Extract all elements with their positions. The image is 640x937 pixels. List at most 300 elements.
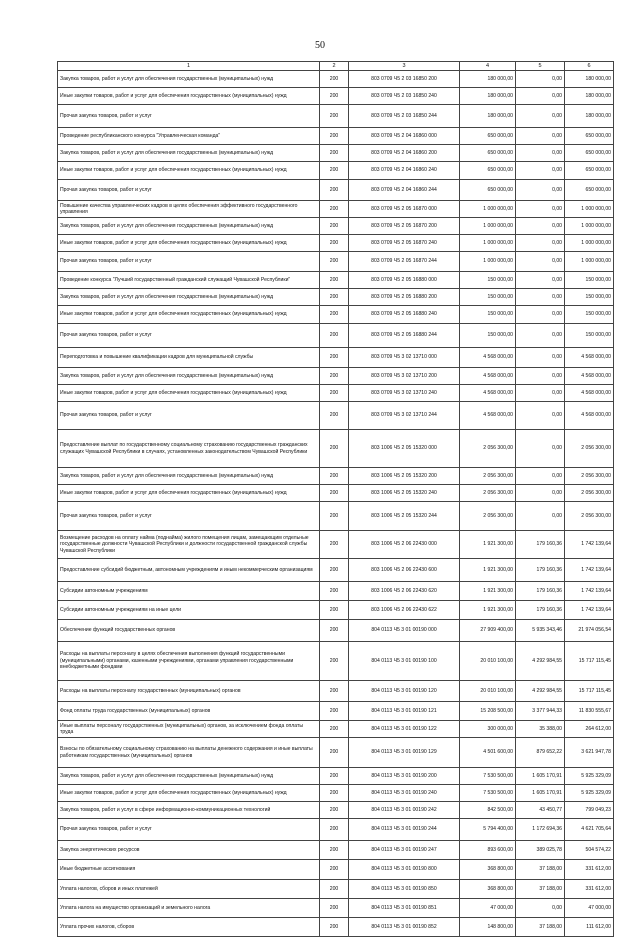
table-row [58,880,614,899]
row-value-6: 21 974 056,54 [565,620,614,642]
table-row [58,201,614,218]
row-name: Закупка товаров, работ и услуг в сфере информационно-коммуникационных технологий [58,802,320,819]
row-value-5: 0,00 [516,348,565,368]
row-kind: 200 [320,785,349,802]
row-value-4: 180 000,00 [460,71,516,88]
row-kind: 200 [320,899,349,918]
table-row [58,721,614,738]
row-value-6: 2 056 300,00 [565,485,614,502]
row-kind: 200 [320,235,349,252]
row-value-6: 4 568 000,00 [565,348,614,368]
row-name: Иные закупки товаров, работ и услуг для обеспечения государственных (муниципальных) нужд [58,485,320,502]
row-code: 804 0113 Ч5 3 01 00190 800 [349,860,460,880]
row-kind: 200 [320,289,349,306]
table-row [58,105,614,128]
row-name: Расходы на выплаты персоналу в целях обеспечения выполнения функций государственными (муниципальными) органами, казенными учреждениями, органами управления государственными внебюджетными фондами [58,642,320,681]
row-kind: 200 [320,559,349,582]
row-value-4: 893 600,00 [460,841,516,860]
row-name: Уплата налогов, сборов и иных платежей [58,880,320,899]
table-row [58,642,614,681]
row-code: 804 0113 Ч5 3 01 00190 200 [349,768,460,785]
row-code: 803 0709 Ч5 2 04 16860 244 [349,180,460,201]
row-value-5: 0,00 [516,289,565,306]
row-kind: 200 [320,702,349,721]
row-name: Прочая закупка товаров, работ и услуг [58,180,320,201]
row-value-5: 0,00 [516,128,565,145]
table-row [58,559,614,582]
row-code: 803 0709 Ч5 2 05 16880 240 [349,306,460,324]
row-value-4: 2 056 300,00 [460,502,516,531]
row-code: 803 0709 Ч5 2 05 16870 000 [349,201,460,218]
row-value-5: 179 160,36 [516,531,565,559]
row-value-5: 0,00 [516,201,565,218]
row-kind: 200 [320,162,349,180]
row-code: 804 0113 Ч5 3 01 00190 000 [349,620,460,642]
row-value-6: 1 000 000,00 [565,218,614,235]
row-name: Закупка товаров, работ и услуг для обеспечения государственных (муниципальных) нужд [58,368,320,385]
row-kind: 200 [320,468,349,485]
row-name: Проведение конкурса "Лучший государственный гражданский служащий Чувашской Республики" [58,272,320,289]
row-value-5: 179 160,36 [516,559,565,582]
row-value-4: 650 000,00 [460,128,516,145]
row-value-4: 650 000,00 [460,180,516,201]
row-value-5: 0,00 [516,368,565,385]
table-row [58,348,614,368]
row-code: 804 0113 Ч5 3 01 00190 120 [349,681,460,702]
row-kind: 200 [320,485,349,502]
row-value-6: 180 000,00 [565,71,614,88]
row-value-6: 4 568 000,00 [565,402,614,430]
column-header: 2 [320,62,349,71]
row-name: Иные закупки товаров, работ и услуг для обеспечения государственных (муниципальных) нужд [58,88,320,105]
row-value-6: 5 925 329,09 [565,785,614,802]
row-value-4: 5 794 400,00 [460,819,516,841]
row-kind: 200 [320,348,349,368]
row-kind: 200 [320,145,349,162]
row-kind: 200 [320,180,349,201]
row-value-5: 0,00 [516,145,565,162]
row-value-4: 650 000,00 [460,145,516,162]
row-name: Закупка товаров, работ и услуг для обеспечения государственных (муниципальных) нужд [58,768,320,785]
row-code: 804 0113 Ч5 3 01 00190 852 [349,918,460,937]
row-value-5: 0,00 [516,430,565,468]
column-header: 4 [460,62,516,71]
row-code: 803 1006 Ч5 2 06 22430 622 [349,601,460,620]
row-value-5: 43 450,77 [516,802,565,819]
row-name: Закупка товаров, работ и услуг для обеспечения государственных (муниципальных) нужд [58,468,320,485]
row-code: 804 0113 Ч5 3 01 00190 121 [349,702,460,721]
row-code: 804 0113 Ч5 3 01 00190 100 [349,642,460,681]
row-code: 803 1006 Ч5 2 05 15320 244 [349,502,460,531]
row-value-6: 1 742 139,64 [565,559,614,582]
row-code: 804 0113 Ч5 3 01 00190 247 [349,841,460,860]
row-value-6: 180 000,00 [565,88,614,105]
row-value-5: 35 388,00 [516,721,565,738]
row-code: 804 0113 Ч5 3 01 00190 850 [349,880,460,899]
row-value-6: 1 000 000,00 [565,201,614,218]
row-kind: 200 [320,531,349,559]
row-code: 803 1006 Ч5 2 06 22430 600 [349,559,460,582]
row-name: Иные выплаты персоналу государственных (муниципальных) органов, за исключением фонда оплаты труда [58,721,320,738]
row-value-5: 4 292 984,55 [516,681,565,702]
row-value-4: 20 010 100,00 [460,681,516,702]
row-value-6: 2 056 300,00 [565,430,614,468]
row-value-4: 1 000 000,00 [460,252,516,272]
row-code: 803 0709 Ч5 2 03 16850 240 [349,88,460,105]
row-kind: 200 [320,918,349,937]
row-name: Субсидии автономным учреждениям [58,582,320,601]
row-value-5: 0,00 [516,71,565,88]
row-value-6: 11 830 555,67 [565,702,614,721]
row-name: Расходы на выплаты персоналу государственных (муниципальных) органов [58,681,320,702]
row-name: Переподготовка и повышение квалификации кадров для муниципальной службы [58,348,320,368]
table-row [58,802,614,819]
table-row [58,738,614,768]
table-row [58,768,614,785]
row-name: Предоставление выплат по государственному социальному страхованию государственных гражданских служащих Чувашской Республики в случаях, установленных законодательством Чувашской Республики [58,430,320,468]
table-row [58,88,614,105]
row-value-5: 37 188,00 [516,860,565,880]
table-row [58,128,614,145]
row-name: Закупка товаров, работ и услуг для обеспечения государственных (муниципальных) нужд [58,218,320,235]
row-name: Субсидии автономным учреждениям на иные цели [58,601,320,620]
row-kind: 200 [320,768,349,785]
table-row [58,71,614,88]
row-value-4: 150 000,00 [460,272,516,289]
row-value-5: 0,00 [516,502,565,531]
row-value-4: 4 568 000,00 [460,402,516,430]
row-code: 803 0709 Ч5 3 02 13710 200 [349,368,460,385]
table-row [58,468,614,485]
row-name: Фонд оплаты труда государственных (муниципальных) органов [58,702,320,721]
table-row [58,582,614,601]
row-kind: 200 [320,88,349,105]
table-row [58,702,614,721]
row-value-5: 0,00 [516,324,565,348]
row-code: 804 0113 Ч5 3 01 00190 244 [349,819,460,841]
row-kind: 200 [320,218,349,235]
row-code: 804 0113 Ч5 3 01 00190 240 [349,785,460,802]
row-code: 803 0709 Ч5 2 05 16870 200 [349,218,460,235]
row-kind: 200 [320,306,349,324]
row-value-6: 2 056 300,00 [565,502,614,531]
row-name: Уплата прочих налогов, сборов [58,918,320,937]
row-value-6: 650 000,00 [565,145,614,162]
row-value-5: 179 160,36 [516,582,565,601]
column-header: 6 [565,62,614,71]
row-value-6: 2 056 300,00 [565,468,614,485]
row-code: 803 0709 Ч5 3 02 13710 240 [349,385,460,402]
row-name: Проведение республиканского конкурса "Управленческая команда" [58,128,320,145]
table-row [58,620,614,642]
table-row [58,235,614,252]
row-kind: 200 [320,582,349,601]
row-value-4: 842 500,00 [460,802,516,819]
row-kind: 200 [320,802,349,819]
row-value-4: 7 530 500,00 [460,785,516,802]
row-value-5: 0,00 [516,162,565,180]
row-code: 804 0113 Ч5 3 01 00190 122 [349,721,460,738]
row-value-4: 1 921 300,00 [460,531,516,559]
row-value-4: 300 000,00 [460,721,516,738]
table-row [58,918,614,937]
row-value-4: 47 000,00 [460,899,516,918]
table-row [58,785,614,802]
table-row [58,502,614,531]
row-code: 804 0113 Ч5 3 01 00190 129 [349,738,460,768]
row-value-5: 1 605 170,91 [516,768,565,785]
row-kind: 200 [320,430,349,468]
row-value-6: 264 612,00 [565,721,614,738]
table-row [58,289,614,306]
row-code: 803 0709 Ч5 2 05 16870 240 [349,235,460,252]
row-value-5: 5 935 343,46 [516,620,565,642]
row-code: 803 0709 Ч5 3 02 13710 244 [349,402,460,430]
row-value-5: 0,00 [516,306,565,324]
row-name: Закупка товаров, работ и услуг для обеспечения государственных (муниципальных) нужд [58,71,320,88]
row-name: Повышение качества управленческих кадров в целях обеспечения эффективного государственного управления [58,201,320,218]
row-code: 803 1006 Ч5 2 05 15320 000 [349,430,460,468]
row-value-6: 1 742 139,64 [565,601,614,620]
row-kind: 200 [320,841,349,860]
row-name: Закупка энергетических ресурсов [58,841,320,860]
row-value-6: 111 612,00 [565,918,614,937]
row-value-6: 150 000,00 [565,324,614,348]
row-value-5: 1 172 694,36 [516,819,565,841]
row-value-5: 0,00 [516,385,565,402]
row-value-6: 650 000,00 [565,162,614,180]
table-row [58,218,614,235]
row-value-4: 150 000,00 [460,289,516,306]
row-value-6: 650 000,00 [565,180,614,201]
row-kind: 200 [320,880,349,899]
row-name: Закупка товаров, работ и услуг для обеспечения государственных (муниципальных) нужд [58,289,320,306]
row-name: Прочая закупка товаров, работ и услуг [58,324,320,348]
row-value-5: 0,00 [516,88,565,105]
row-value-5: 179 160,36 [516,601,565,620]
table-row [58,899,614,918]
table-row [58,819,614,841]
row-value-6: 504 574,22 [565,841,614,860]
row-kind: 200 [320,368,349,385]
row-kind: 200 [320,324,349,348]
row-value-5: 0,00 [516,899,565,918]
row-value-4: 368 800,00 [460,880,516,899]
row-value-4: 1 921 300,00 [460,559,516,582]
row-code: 803 0709 Ч5 2 04 16860 000 [349,128,460,145]
row-name: Иные закупки товаров, работ и услуг для обеспечения государственных (муниципальных) нужд [58,785,320,802]
page-number: 50 [315,40,325,51]
table-row [58,145,614,162]
header-row [58,62,614,71]
row-value-6: 150 000,00 [565,306,614,324]
row-value-6: 331 612,00 [565,860,614,880]
row-code: 803 1006 Ч5 2 06 22430 620 [349,582,460,601]
row-code: 804 0113 Ч5 3 01 00190 851 [349,899,460,918]
row-name: Взносы по обязательному социальному страхованию на выплаты денежного содержания и иные выплаты работникам государственных (муниципальных) органов [58,738,320,768]
row-value-5: 0,00 [516,402,565,430]
row-value-6: 1 000 000,00 [565,252,614,272]
row-kind: 200 [320,681,349,702]
row-kind: 200 [320,738,349,768]
row-value-5: 1 605 170,91 [516,785,565,802]
row-value-4: 650 000,00 [460,162,516,180]
row-code: 803 0709 Ч5 2 05 16880 244 [349,324,460,348]
table-row [58,841,614,860]
row-code: 803 0709 Ч5 2 03 16850 244 [349,105,460,128]
row-name: Прочая закупка товаров, работ и услуг [58,402,320,430]
row-kind: 200 [320,819,349,841]
row-value-4: 2 056 300,00 [460,468,516,485]
table-row [58,306,614,324]
row-kind: 200 [320,502,349,531]
row-value-5: 0,00 [516,272,565,289]
row-name: Прочая закупка товаров, работ и услуг [58,105,320,128]
budget-table [57,61,614,937]
row-value-6: 5 925 329,09 [565,768,614,785]
row-name: Возмещение расходов на оплату найма (поднайма) жилого помещения лицам, замещающим отдельные государственные должности Чувашской Республики и должности государственной гражданской службы Чувашской Республики [58,531,320,559]
row-value-4: 180 000,00 [460,88,516,105]
row-code: 804 0113 Ч5 3 01 00190 242 [349,802,460,819]
row-name: Предоставление субсидий бюджетным, автономным учреждениям и иным некоммерческим организациям [58,559,320,582]
row-value-5: 0,00 [516,235,565,252]
row-kind: 200 [320,620,349,642]
row-value-4: 2 056 300,00 [460,430,516,468]
row-value-4: 150 000,00 [460,324,516,348]
row-name: Прочая закупка товаров, работ и услуг [58,252,320,272]
row-name: Прочая закупка товаров, работ и услуг [58,502,320,531]
row-kind: 200 [320,201,349,218]
row-value-5: 3 377 944,33 [516,702,565,721]
row-value-6: 180 000,00 [565,105,614,128]
row-kind: 200 [320,71,349,88]
table-row [58,324,614,348]
table-row [58,162,614,180]
row-value-5: 0,00 [516,218,565,235]
row-kind: 200 [320,860,349,880]
row-name: Иные закупки товаров, работ и услуг для обеспечения государственных (муниципальных) нужд [58,306,320,324]
row-name: Обеспечение функций государственных органов [58,620,320,642]
table-row [58,368,614,385]
row-value-6: 799 049,23 [565,802,614,819]
row-value-4: 1 921 300,00 [460,582,516,601]
row-value-6: 4 621 705,64 [565,819,614,841]
row-value-5: 0,00 [516,485,565,502]
row-value-4: 4 568 000,00 [460,385,516,402]
row-kind: 200 [320,105,349,128]
row-code: 803 0709 Ч5 3 02 13710 000 [349,348,460,368]
table-row [58,385,614,402]
row-value-4: 180 000,00 [460,105,516,128]
row-kind: 200 [320,721,349,738]
row-value-4: 148 800,00 [460,918,516,937]
row-value-5: 389 025,78 [516,841,565,860]
row-kind: 200 [320,601,349,620]
row-code: 803 0709 Ч5 2 04 16860 240 [349,162,460,180]
row-code: 803 1006 Ч5 2 05 15320 240 [349,485,460,502]
row-kind: 200 [320,642,349,681]
row-code: 803 0709 Ч5 2 05 16880 000 [349,272,460,289]
column-header: 5 [516,62,565,71]
row-value-4: 7 530 500,00 [460,768,516,785]
table-row [58,402,614,430]
row-value-6: 3 621 947,78 [565,738,614,768]
row-value-5: 879 652,22 [516,738,565,768]
row-name: Закупка товаров, работ и услуг для обеспечения государственных (муниципальных) нужд [58,145,320,162]
row-value-4: 1 000 000,00 [460,201,516,218]
row-value-6: 1 742 139,64 [565,531,614,559]
row-name: Иные бюджетные ассигнования [58,860,320,880]
row-value-5: 0,00 [516,252,565,272]
row-kind: 200 [320,252,349,272]
row-value-6: 331 612,00 [565,880,614,899]
row-value-4: 4 501 600,00 [460,738,516,768]
table-row [58,601,614,620]
row-kind: 200 [320,272,349,289]
row-value-5: 4 292 984,55 [516,642,565,681]
row-code: 803 0709 Ч5 2 05 16870 244 [349,252,460,272]
row-value-4: 15 208 500,00 [460,702,516,721]
row-code: 803 1006 Ч5 2 06 22430 000 [349,531,460,559]
table-row [58,252,614,272]
row-code: 803 0709 Ч5 2 05 16880 200 [349,289,460,306]
row-value-4: 1 921 300,00 [460,601,516,620]
row-kind: 200 [320,128,349,145]
row-value-6: 650 000,00 [565,128,614,145]
row-value-6: 150 000,00 [565,289,614,306]
row-value-6: 150 000,00 [565,272,614,289]
row-value-6: 4 568 000,00 [565,368,614,385]
row-value-4: 368 800,00 [460,860,516,880]
row-value-4: 4 568 000,00 [460,368,516,385]
row-kind: 200 [320,385,349,402]
row-kind: 200 [320,402,349,430]
row-value-6: 47 000,00 [565,899,614,918]
table-row [58,180,614,201]
row-value-5: 37 188,00 [516,918,565,937]
column-header: 1 [58,62,320,71]
row-code: 803 0709 Ч5 2 03 16850 200 [349,71,460,88]
row-value-6: 15 717 115,45 [565,681,614,702]
row-value-6: 1 742 139,64 [565,582,614,601]
row-value-6: 4 568 000,00 [565,385,614,402]
table-row [58,272,614,289]
row-value-4: 20 010 100,00 [460,642,516,681]
row-value-4: 4 568 000,00 [460,348,516,368]
row-value-5: 0,00 [516,468,565,485]
row-value-4: 1 000 000,00 [460,235,516,252]
row-name: Уплата налога на имущество организаций и земельного налога [58,899,320,918]
row-name: Прочая закупка товаров, работ и услуг [58,819,320,841]
row-name: Иные закупки товаров, работ и услуг для обеспечения государственных (муниципальных) нужд [58,162,320,180]
row-code: 803 0709 Ч5 2 04 16860 200 [349,145,460,162]
row-code: 803 1006 Ч5 2 05 15320 200 [349,468,460,485]
row-value-5: 0,00 [516,105,565,128]
row-value-5: 0,00 [516,180,565,201]
row-value-6: 1 000 000,00 [565,235,614,252]
row-name: Иные закупки товаров, работ и услуг для обеспечения государственных (муниципальных) нужд [58,235,320,252]
row-value-4: 2 056 300,00 [460,485,516,502]
column-header: 3 [349,62,460,71]
table-row [58,485,614,502]
row-value-4: 1 000 000,00 [460,218,516,235]
row-name: Иные закупки товаров, работ и услуг для обеспечения государственных (муниципальных) нужд [58,385,320,402]
row-value-4: 27 909 400,00 [460,620,516,642]
row-value-5: 37 188,00 [516,880,565,899]
row-value-6: 15 717 115,45 [565,642,614,681]
table-row [58,531,614,559]
table-row [58,860,614,880]
